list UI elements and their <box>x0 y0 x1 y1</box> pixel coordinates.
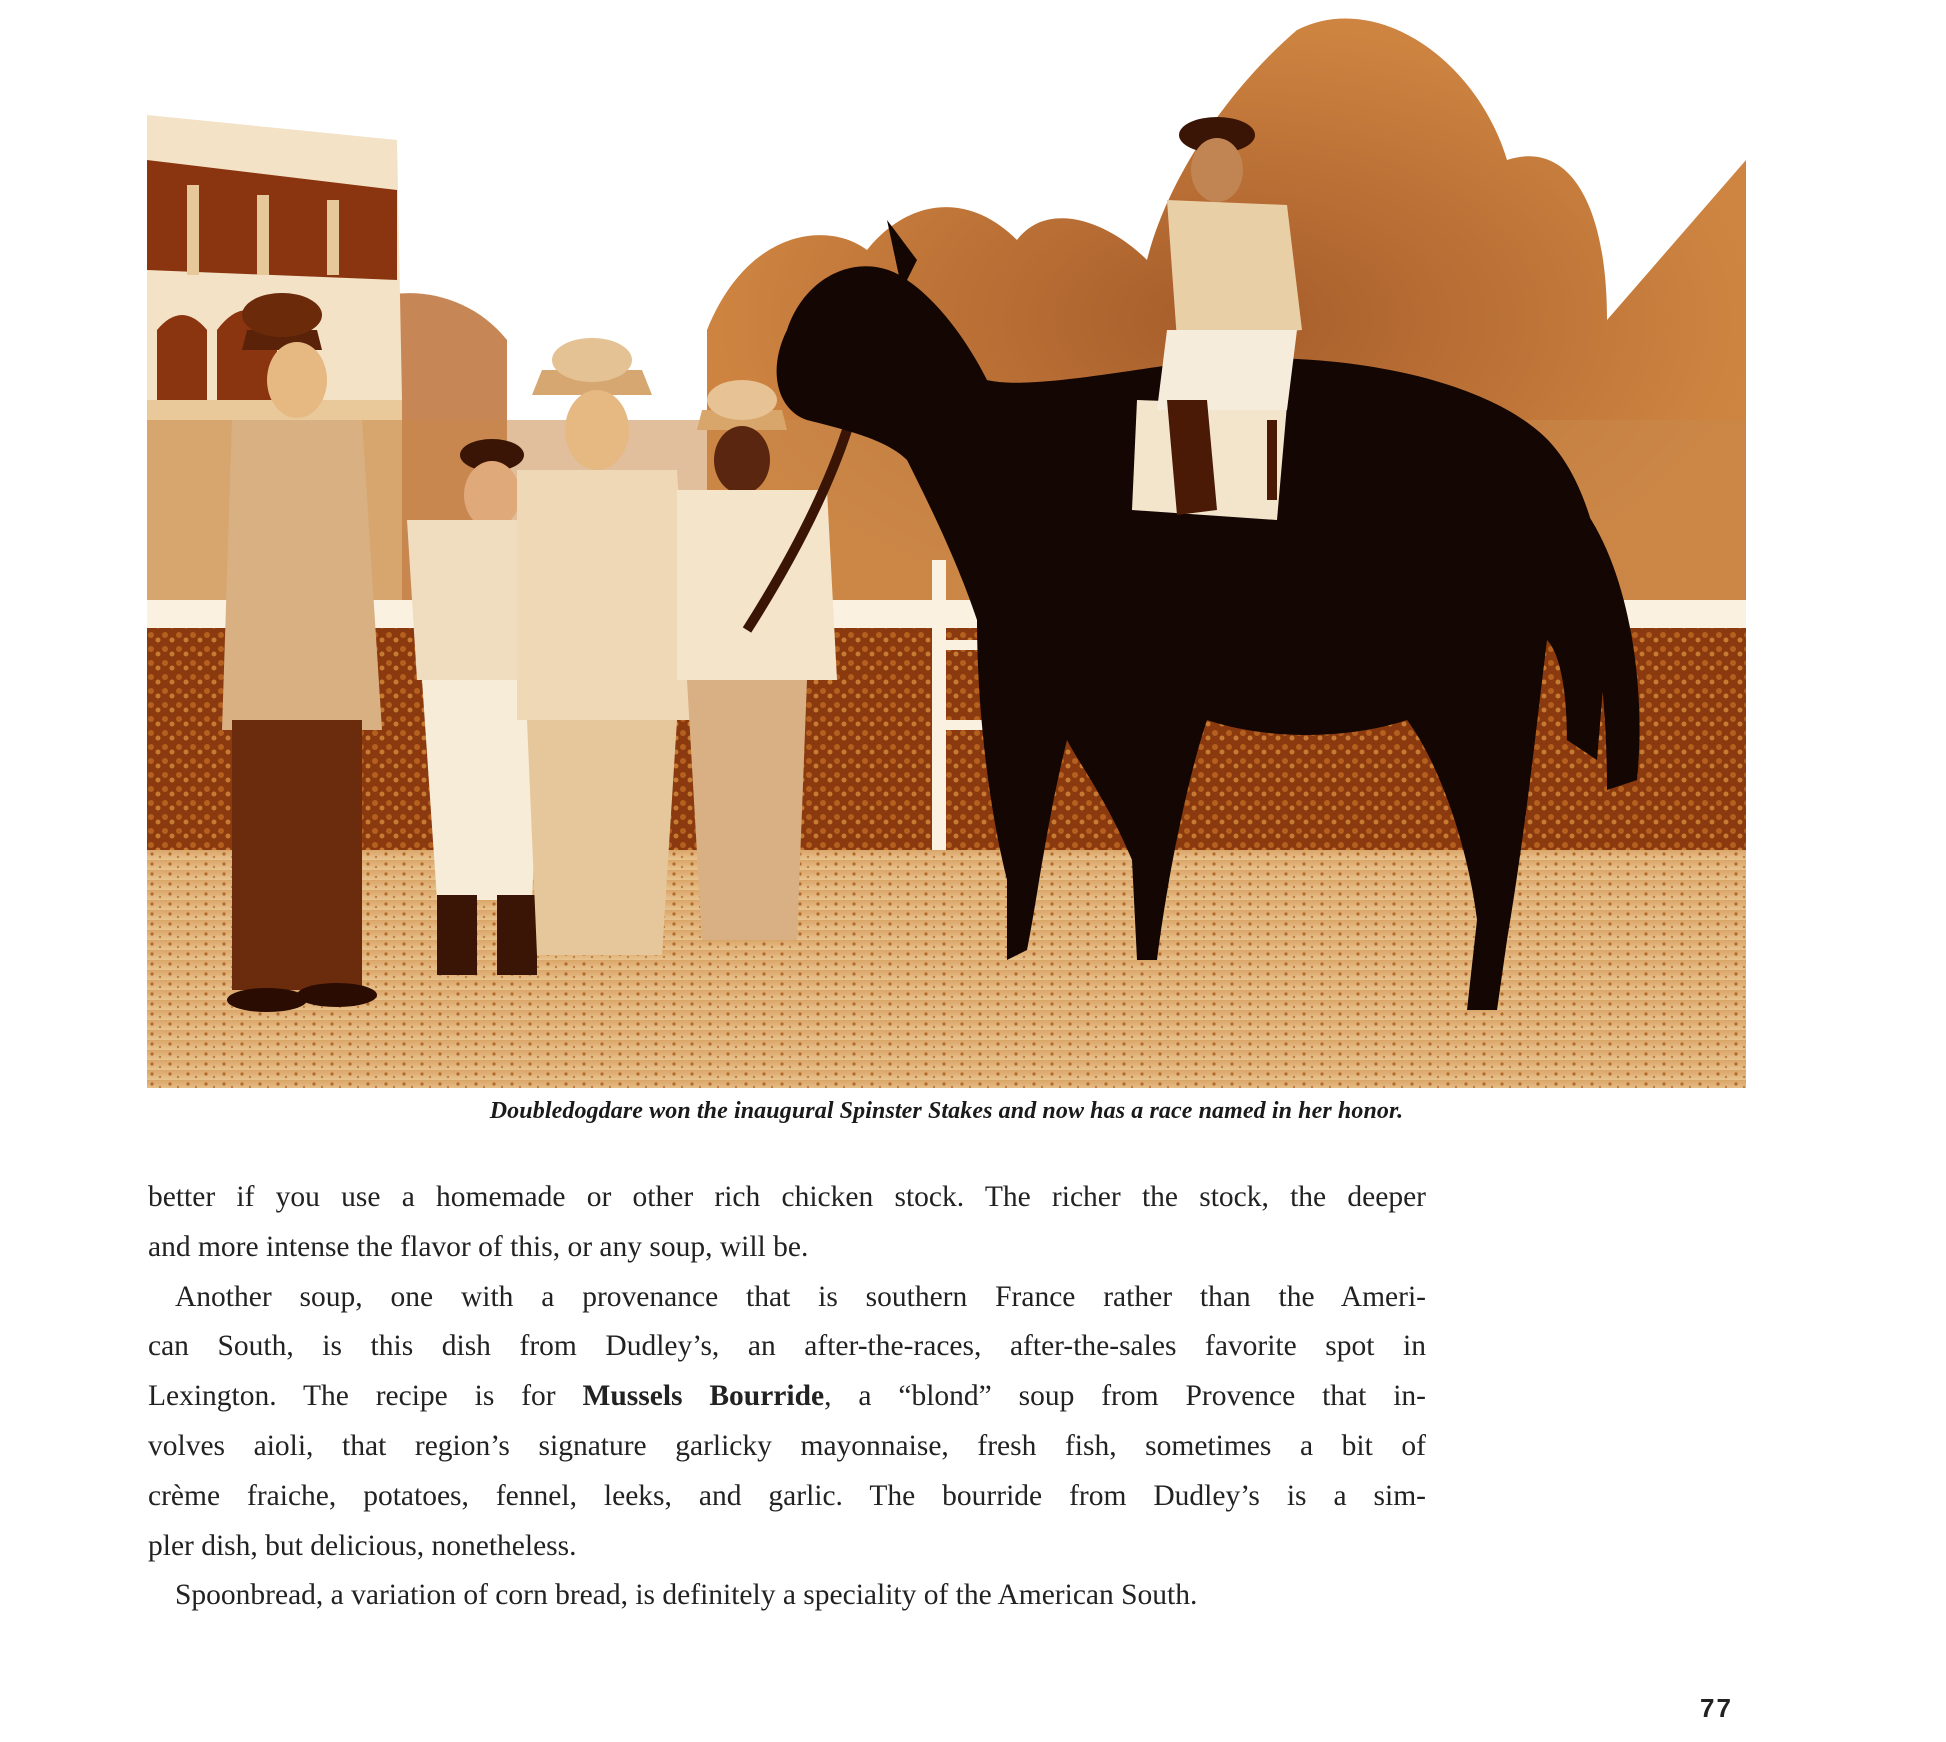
text-line: Spoonbread, a variation of corn bread, is definitely a speciality of the American South. <box>175 1579 1198 1612</box>
text-line: volves aioli, that region’s signature garlicky mayonnaise, fresh fish, sometimes a bit of <box>148 1429 1426 1462</box>
text-line: pler dish, but delicious, nonetheless. <box>148 1529 577 1562</box>
horse-racing-photo <box>147 0 1746 1088</box>
text-line: crème fraiche, potatoes, fennel, leeks, and garlic. The bourride from Dudley’s is a sim- <box>148 1479 1426 1512</box>
paragraph-2 <box>148 1273 1426 1572</box>
paragraph-1 <box>148 1173 1426 1273</box>
page-number: 77 <box>1700 1693 1733 1723</box>
sepia-photo-illustration <box>147 0 1746 1088</box>
text-fragment: Lexington. The recipe is for <box>148 1380 583 1413</box>
photo-caption: Doubledogdare won the inaugural Spinster Stakes and now has a race named in her honor. <box>489 1098 1404 1124</box>
text-line: can South, is this dish from Dudley’s, an after-the-races, after-the-sales favorite spot in <box>148 1330 1426 1363</box>
text-line: Another soup, one with a provenance that is southern France rather than the Ameri- <box>175 1280 1426 1313</box>
text-fragment: , a “blond” soup from Provence that in- <box>824 1380 1426 1413</box>
paragraph-3 <box>148 1571 1426 1621</box>
text-line: and more intense the flavor of this, or any soup, will be. <box>148 1230 809 1263</box>
recipe-name-mussels-bourride: Mussels Bourride <box>582 1380 825 1413</box>
text-line-with-recipe-name <box>148 1372 1426 1422</box>
text-line: better if you use a homemade or other rich chicken stock. The richer the stock, the deeper <box>148 1181 1426 1213</box>
body-text <box>148 1173 1426 1621</box>
